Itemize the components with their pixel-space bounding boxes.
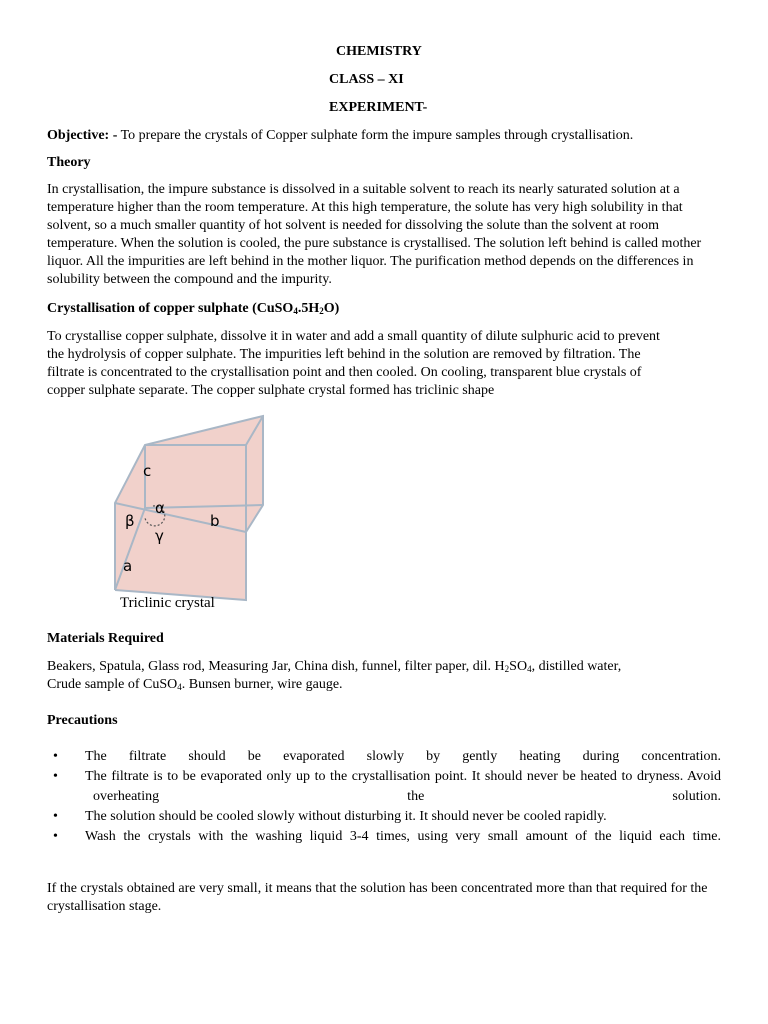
materials-text: Crude sample of CuSO: [47, 677, 178, 692]
materials-text: . Bunsen burner, wire gauge.: [181, 677, 343, 692]
theory-body: In crystallisation, the impure substance is dissolved in a suitable solvent to reach its nearly saturated solution at a temperature higher than the room temperature. At this high temperature, the solute has very high solubility in that solvent, so a much smaller quantity of hot solvent is needed for dissolving the solute than the solvent at room temperature. When the solution is cooled, the pure substance is crystallised. The solution left behind is called mother liquor. All the impurities are left behind in the mother liquor. The purification method depends on the differences in solubility between the compound and the impurity.: [47, 182, 702, 287]
materials-text: Beakers, Spatula, Glass rod, Measuring Jar, China dish, funnel, filter paper, dil. H: [47, 659, 505, 674]
label-b: b: [210, 512, 220, 530]
objective-label: Objective: -: [47, 128, 118, 143]
subject-title: CHEMISTRY: [336, 44, 422, 59]
conclusion-paragraph: If the crystals obtained are very small, it means that the solution has been concentrated more than that required for the crystallisation stage.: [47, 881, 708, 914]
crystallisation-body: To crystallise copper sulphate, dissolve it in water and add a small quantity of dilute sulphuric acid to prevent the hydrolysis of copper sulphate. The impurities left behind in the solution are removed by filtration. The filtrate is concentrated to the crystallisation point and then cooled. On cooling, transparent blue crystals of copper sulphate separate. The copper sulphate crystal formed has triclinic shape: [47, 329, 660, 398]
crystallisation-heading: [47, 300, 721, 318]
figure-caption: Triclinic crystal: [120, 595, 215, 611]
class-title: CLASS – XI: [329, 72, 404, 87]
materials-text: SO: [509, 659, 528, 674]
precaution-text: The filtrate is to be evaporated only up to the crystallisation point. It should never be heated to dryness. Avoid overheating the solution.: [85, 769, 721, 804]
precaution-text: The filtrate should be evaporated slowly by gently heating during concentration.: [85, 749, 721, 764]
bullet-icon: •: [53, 769, 58, 784]
materials-sub: 2: [504, 664, 510, 674]
materials-text: , distilled water,: [531, 659, 622, 674]
crystallisation-heading-sub: 2: [319, 306, 324, 316]
crystallisation-heading-sub: 4: [293, 306, 298, 316]
materials-body: [47, 658, 721, 694]
precaution-text: The solution should be cooled slowly without disturbing it. It should never be cooled rapidly.: [85, 809, 607, 824]
bullet-icon: •: [53, 809, 58, 824]
label-a: a: [123, 557, 133, 575]
label-gamma: γ: [155, 527, 164, 545]
precaution-item: [47, 807, 721, 827]
bullet-icon: •: [53, 749, 58, 764]
label-c: c: [143, 462, 152, 480]
objective-paragraph: [47, 127, 721, 145]
crystallisation-heading-part: Crystallisation of copper sulphate (CuSO: [47, 301, 294, 316]
bullet-icon: •: [53, 829, 58, 844]
precautions-heading: Precautions: [47, 713, 118, 728]
materials-sub: 4: [527, 664, 532, 674]
triclinic-crystal-figure: [105, 410, 305, 620]
theory-heading: Theory: [47, 155, 91, 170]
precaution-text: Wash the crystals with the washing liquid 3-4 times, using very small amount of the liquid each time.: [85, 829, 721, 844]
experiment-title: EXPERIMENT-: [329, 100, 428, 115]
materials-heading: Materials Required: [47, 631, 164, 646]
label-alpha: α: [155, 499, 165, 517]
objective-text: To prepare the crystals of Copper sulphate form the impure samples through crystallisation.: [117, 128, 634, 143]
crystallisation-heading-part: O): [323, 301, 340, 316]
materials-sub: 4: [177, 682, 182, 692]
precaution-item: [47, 827, 721, 867]
crystallisation-heading-part: .5H: [297, 301, 320, 316]
label-beta: β: [125, 512, 135, 530]
